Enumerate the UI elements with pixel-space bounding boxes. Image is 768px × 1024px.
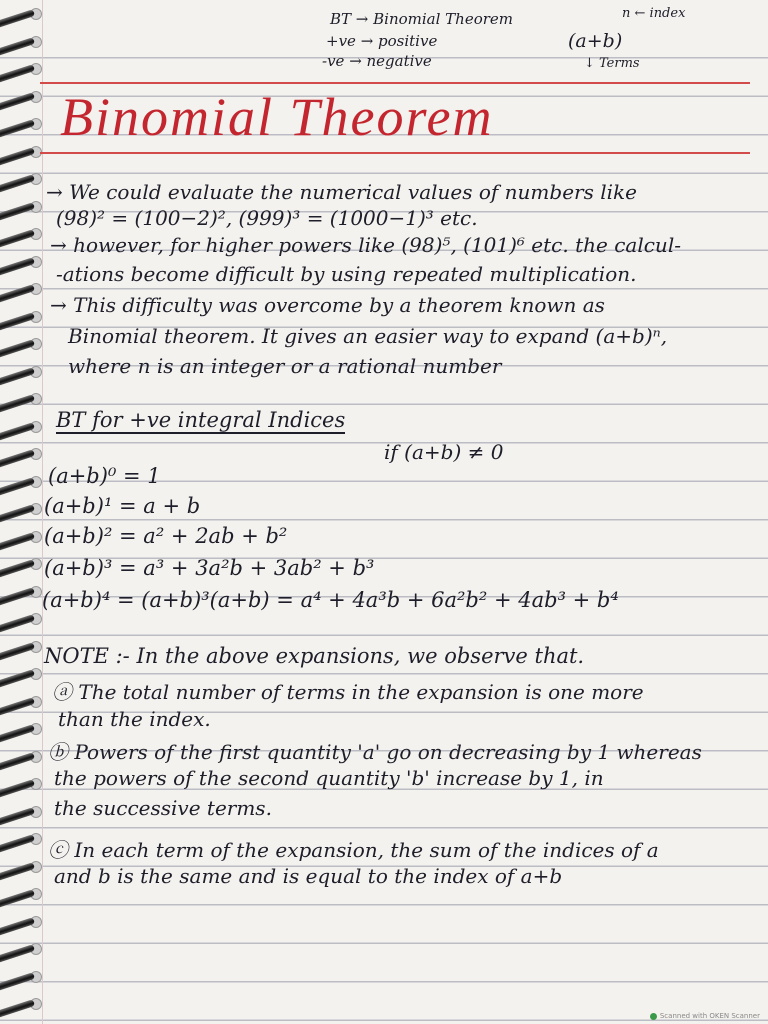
binding-wire [0, 999, 35, 1018]
spiral-coil [0, 829, 44, 847]
binding-wire [0, 119, 35, 138]
spiral-coil [0, 362, 44, 380]
spiral-coil [0, 692, 44, 710]
intro-line: where n is an integer or a rational number [68, 354, 502, 378]
note-line: the successive terms. [54, 796, 272, 820]
spiral-coil [0, 307, 44, 325]
intro-line: (98)² = (100−2)², (999)³ = (1000−1)³ etc. [56, 206, 478, 230]
spiral-coil [0, 334, 44, 352]
spiral-coil [0, 554, 44, 572]
expansion-row: (a+b)² = a² + 2ab + b² [44, 524, 288, 548]
scanner-logo-icon [650, 1013, 657, 1020]
spiral-coil [0, 252, 44, 270]
spiral-coil [0, 279, 44, 297]
spiral-coil [0, 224, 44, 242]
scanner-text: Scanned with OKEN Scanner [659, 1012, 760, 1020]
note-heading: NOTE :- In the above expansions, we observe that. [44, 644, 585, 668]
intro-line: → This difficulty was overcome by a theorem known as [50, 293, 605, 317]
binding-wire [0, 972, 35, 991]
title-rule-top [40, 82, 750, 84]
spiral-coil [0, 444, 44, 462]
corner-expr: (a+b) [568, 30, 623, 52]
binding-wire [0, 587, 35, 606]
spiral-coil [0, 499, 44, 517]
corner-terms-label: ↓ Terms [584, 56, 640, 71]
binding-wire [0, 559, 35, 578]
expansion-row: (a+b)³ = a³ + 3a²b + 3ab² + b³ [44, 556, 375, 580]
spiral-coil [0, 747, 44, 765]
expansion-row: (a+b)⁴ = (a+b)³(a+b) = a⁴ + 4a³b + 6a²b² + 4ab³ + b⁴ [42, 588, 619, 612]
binding-wire [0, 339, 35, 358]
binding-wire [0, 284, 35, 303]
note-line: ⓐ The total number of terms in the expansion is one more [52, 680, 644, 704]
binding-wire [0, 669, 35, 688]
expansion-row: (a+b)¹ = a + b [44, 494, 201, 518]
binding-wire [0, 64, 35, 83]
binding-wire [0, 312, 35, 331]
spiral-coil [0, 114, 44, 132]
spiral-coil [0, 967, 44, 985]
spiral-coil [0, 857, 44, 875]
binding-wire [0, 477, 35, 496]
spiral-coil [0, 4, 44, 22]
binding-wire [0, 422, 35, 441]
binding-wire [0, 257, 35, 276]
spiral-coil [0, 142, 44, 160]
binding-wire [0, 449, 35, 468]
binding-wire [0, 367, 35, 386]
binding-wire [0, 752, 35, 771]
binding-wire [0, 202, 35, 221]
binding-wire [0, 504, 35, 523]
spiral-coil [0, 169, 44, 187]
binding-wire [0, 37, 35, 56]
binding-wire [0, 697, 35, 716]
intro-line: → however, for higher powers like (98)⁵, (101)⁶ etc. the calcul- [50, 233, 681, 257]
spiral-coil [0, 884, 44, 902]
binding-wire [0, 917, 35, 936]
binding-wire [0, 834, 35, 853]
section-heading: BT for +ve integral Indices [56, 408, 346, 432]
expansion-row: (a+b)⁰ = 1 [48, 464, 161, 488]
spiral-coil [0, 719, 44, 737]
note-line: ⓑ Powers of the first quantity 'a' go on decreasing by 1 whereas [48, 740, 702, 764]
spiral-coil [0, 32, 44, 50]
binding-wire [0, 174, 35, 193]
spiral-coil [0, 527, 44, 545]
spiral-coil [0, 802, 44, 820]
spiral-coil [0, 939, 44, 957]
binding-wire [0, 889, 35, 908]
spiral-coil [0, 664, 44, 682]
spiral-coil [0, 59, 44, 77]
binding-wire [0, 394, 35, 413]
note-line: the powers of the second quantity 'b' increase by 1, in [54, 766, 604, 790]
spiral-coil [0, 609, 44, 627]
binding-wire [0, 9, 35, 28]
corner-index-label: n ← index [622, 6, 686, 21]
binding-wire [0, 807, 35, 826]
legend-negative: -ve → negative [322, 52, 432, 70]
page-title: Binomial Theorem [60, 87, 494, 147]
spiral-coil [0, 582, 44, 600]
binding-wire [0, 532, 35, 551]
intro-line: -ations become difficult by using repeated multiplication. [56, 262, 637, 286]
spiral-coil [0, 472, 44, 490]
spiral-coil [0, 774, 44, 792]
binding-wire [0, 944, 35, 963]
spiral-coil [0, 389, 44, 407]
spiral-coil [0, 994, 44, 1012]
spiral-coil [0, 637, 44, 655]
title-rule-bottom [40, 152, 750, 154]
binding-wire [0, 614, 35, 633]
binding-wire [0, 862, 35, 881]
binding-wire [0, 92, 35, 111]
spiral-coil [0, 417, 44, 435]
condition-text: if (a+b) ≠ 0 [384, 440, 504, 464]
binding-wire [0, 779, 35, 798]
intro-line: → We could evaluate the numerical values of numbers like [46, 180, 637, 204]
binding-wire [0, 724, 35, 743]
note-line: than the index. [58, 707, 211, 731]
legend-bt: BT → Binomial Theorem [330, 10, 514, 28]
legend-positive: +ve → positive [326, 32, 438, 50]
binding-wire [0, 147, 35, 166]
note-line: ⓒ In each term of the expansion, the sum of the indices of a [48, 838, 659, 862]
scanner-watermark [650, 1012, 760, 1020]
intro-line: Binomial theorem. It gives an easier way to expand (a+b)ⁿ, [68, 324, 668, 348]
spiral-coil [0, 197, 44, 215]
spiral-coil [0, 912, 44, 930]
binding-wire [0, 642, 35, 661]
spiral-coil [0, 87, 44, 105]
binding-wire [0, 229, 35, 248]
note-line: and b is the same and is equal to the index of a+b [54, 864, 563, 888]
